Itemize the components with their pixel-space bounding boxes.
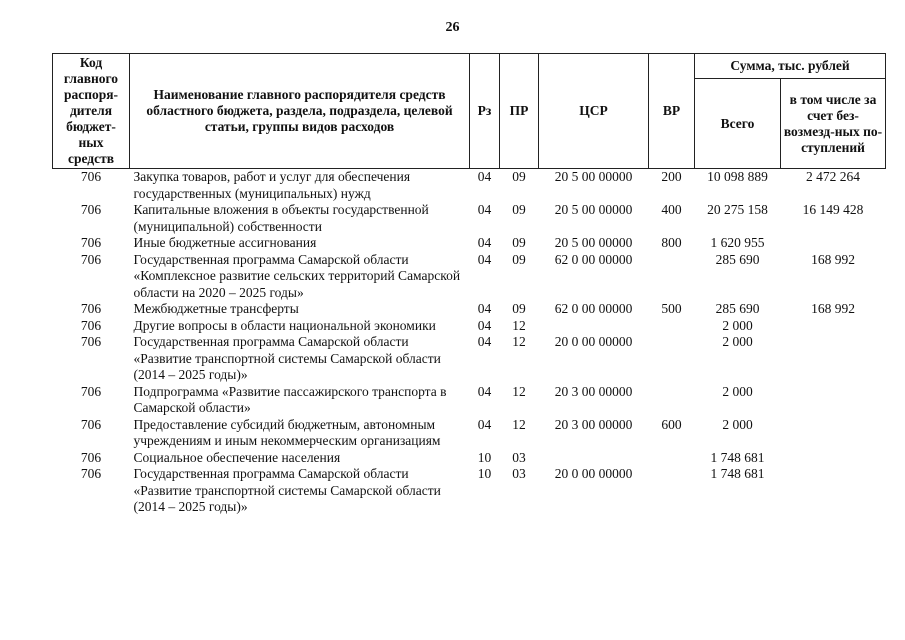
table-row	[53, 318, 886, 335]
cell-vr	[649, 466, 695, 516]
cell-pr: 12	[512, 416, 526, 432]
cell-free	[781, 466, 886, 516]
cell-total: 20 275 158	[707, 202, 768, 217]
cell-total: 1 620 955	[710, 235, 765, 250]
cell-rz: 04	[477, 317, 492, 333]
cell-pr: 12	[512, 383, 526, 399]
table-row	[53, 384, 886, 417]
cell-csr: 20 0 00 00000	[554, 334, 633, 349]
header-total: Всего	[695, 79, 781, 169]
cell-vr	[649, 252, 695, 302]
header-vr: ВР	[649, 54, 695, 169]
table-body	[53, 169, 886, 516]
cell-rz: 04	[477, 416, 492, 432]
cell-pr: 03	[512, 466, 526, 481]
cell-code: 706	[80, 334, 102, 349]
cell-total: 285 690	[715, 251, 760, 267]
cell-free: 168 992	[811, 301, 855, 316]
cell-total: 1 748 681	[710, 466, 765, 481]
cell-csr: 20 5 00 00000	[554, 235, 633, 250]
cell-csr: 62 0 00 00000	[554, 251, 633, 267]
budget-table	[52, 53, 886, 516]
header-name: Наименование главного распорядителя средств областного бюджета, раздела, подраздела, целевой статьи, группы видов расходов	[130, 54, 470, 169]
cell-total: 285 690	[715, 301, 760, 316]
cell-total: 10 098 889	[707, 169, 768, 184]
header-code: Код главного распоря-дителя бюджет-ных средств	[53, 54, 130, 169]
cell-free: 168 992	[811, 251, 855, 267]
cell-name: Капитальные вложения в объекты государственной (муниципальной) собственности	[133, 202, 429, 234]
cell-code: 706	[80, 317, 102, 333]
table-header	[53, 54, 886, 169]
cell-name: Межбюджетные трансферты	[133, 301, 299, 316]
cell-free	[781, 334, 886, 384]
cell-code: 706	[80, 416, 102, 432]
cell-name: Государственная программа Самарской области «Развитие транспортной системы Самарской области (2014 – 2025 годы)»	[133, 334, 441, 382]
table-row	[53, 417, 886, 450]
cell-free	[781, 318, 886, 335]
cell-pr: 09	[512, 235, 526, 250]
cell-total: 2 000	[722, 383, 753, 399]
table-row	[53, 334, 886, 384]
cell-csr: 20 3 00 00000	[554, 383, 633, 399]
cell-rz: 04	[477, 251, 492, 267]
cell-code: 706	[80, 449, 102, 465]
cell-pr: 09	[512, 251, 526, 267]
cell-rz: 04	[477, 334, 492, 349]
cell-name: Государственная программа Самарской области «Развитие транспортной системы Самарской области (2014 – 2025 годы)»	[133, 466, 441, 514]
cell-free	[781, 235, 886, 252]
cell-pr: 09	[512, 169, 526, 184]
cell-pr: 09	[512, 301, 526, 316]
cell-total: 2 000	[722, 334, 753, 349]
cell-code: 706	[80, 466, 102, 481]
cell-free: 16 149 428	[802, 202, 864, 217]
cell-code: 706	[80, 235, 102, 250]
header-rz: Рз	[470, 54, 500, 169]
cell-total: 2 000	[722, 416, 753, 432]
page-number: 26	[445, 20, 460, 35]
cell-name: Предоставление субсидий бюджетным, автономным учреждениям и иным некоммерческим организациям	[133, 416, 441, 448]
cell-code: 706	[80, 383, 102, 399]
cell-total: 1 748 681	[710, 449, 765, 465]
cell-name: Социальное обеспечение населения	[133, 449, 341, 465]
cell-free	[781, 384, 886, 417]
table-row	[53, 466, 886, 516]
cell-pr: 03	[512, 449, 526, 465]
table-row	[53, 450, 886, 467]
table-row	[53, 301, 886, 318]
cell-csr	[539, 450, 649, 467]
cell-rz: 10	[477, 466, 492, 481]
table-row	[53, 202, 886, 235]
cell-vr: 400	[661, 202, 682, 217]
cell-vr: 600	[661, 416, 682, 432]
header-sum: Сумма, тыс. рублей	[695, 54, 886, 79]
cell-rz: 04	[477, 383, 492, 399]
cell-csr: 62 0 00 00000	[554, 301, 633, 316]
header-free: в том числе за счет без-возмезд-ных по-ступлений	[781, 79, 886, 169]
cell-code: 706	[80, 301, 102, 316]
cell-name: Закупка товаров, работ и услуг для обеспечения государственных (муниципальных) нужд	[133, 169, 411, 201]
cell-csr: 20 3 00 00000	[554, 416, 633, 432]
table-row	[53, 235, 886, 252]
cell-vr: 200	[661, 169, 682, 184]
table-row	[53, 252, 886, 302]
cell-rz: 04	[477, 301, 492, 316]
cell-name: Иные бюджетные ассигнования	[133, 235, 317, 250]
header-pr: ПР	[500, 54, 539, 169]
cell-vr	[649, 384, 695, 417]
cell-code: 706	[80, 169, 102, 184]
cell-rz: 10	[477, 449, 492, 465]
cell-pr: 09	[512, 202, 526, 217]
cell-csr	[539, 318, 649, 335]
cell-rz: 04	[477, 202, 492, 217]
cell-name: Подпрограмма «Развитие пассажирского транспорта в Самарской области»	[133, 383, 447, 415]
cell-rz: 04	[477, 169, 492, 184]
cell-name: Государственная программа Самарской области «Комплексное развитие сельских территорий Самарской области на 2020 – 2025 годы»	[133, 251, 461, 300]
cell-free	[781, 450, 886, 467]
cell-pr: 12	[512, 334, 526, 349]
cell-free	[781, 417, 886, 450]
cell-pr: 12	[512, 317, 526, 333]
cell-vr	[649, 450, 695, 467]
cell-code: 706	[80, 251, 102, 267]
cell-code: 706	[80, 202, 102, 217]
cell-vr	[649, 318, 695, 335]
cell-vr	[649, 334, 695, 384]
cell-csr: 20 5 00 00000	[554, 169, 633, 184]
cell-csr: 20 5 00 00000	[554, 202, 633, 217]
cell-total: 2 000	[722, 317, 753, 333]
cell-vr: 500	[661, 301, 682, 316]
cell-csr: 20 0 00 00000	[554, 466, 633, 481]
cell-name: Другие вопросы в области национальной экономики	[133, 317, 436, 333]
header-csr: ЦСР	[539, 54, 649, 169]
cell-free: 2 472 264	[806, 169, 860, 184]
cell-rz: 04	[477, 235, 492, 250]
table-row	[53, 169, 886, 203]
cell-vr: 800	[661, 235, 682, 250]
